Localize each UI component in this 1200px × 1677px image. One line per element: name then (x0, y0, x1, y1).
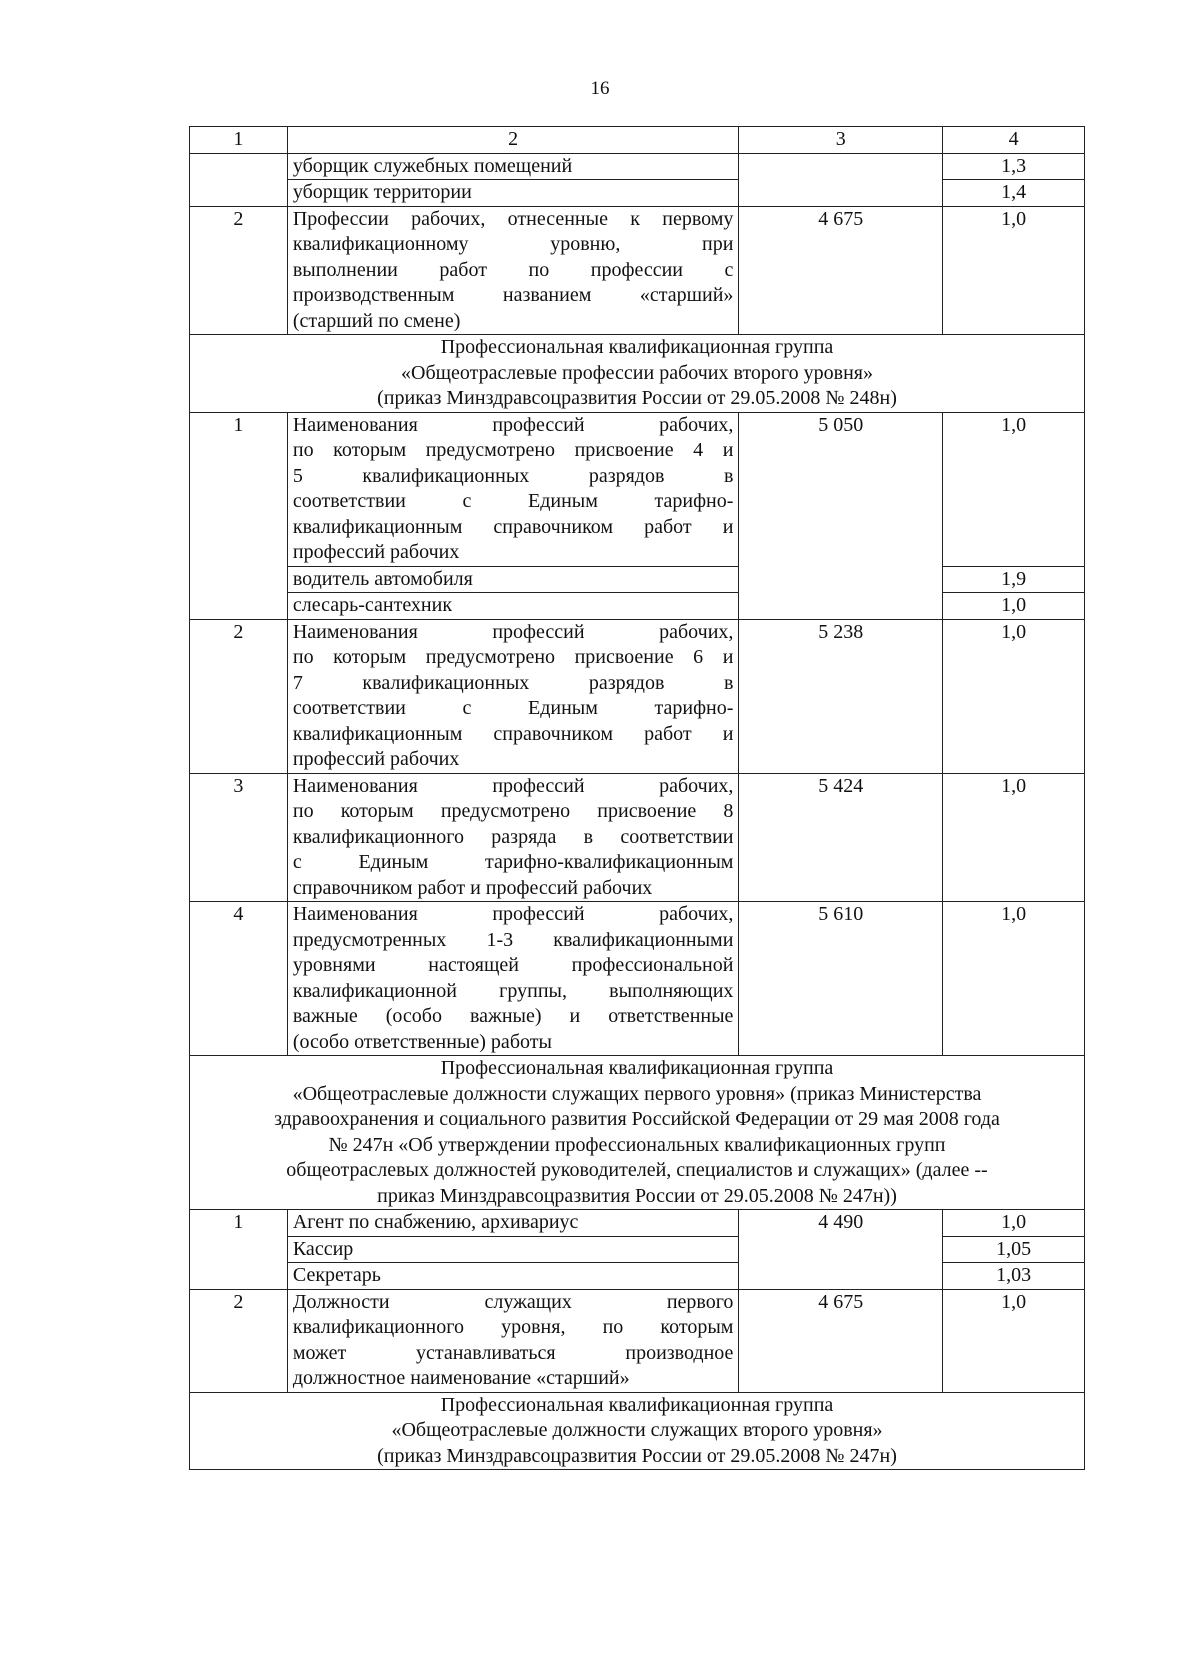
row-number-cell (190, 153, 288, 206)
group-header-row (190, 335, 1085, 413)
base-salary: 4 675 (739, 206, 943, 335)
description-line: по которым предусмотрено присвоение 6 и (292, 646, 734, 668)
group-header-line: «Общеотраслевые должности служащих второго уровня» (391, 1419, 883, 1441)
group-header-line: Профессиональная квалификационная группа (440, 1393, 834, 1416)
table-row (190, 619, 1085, 773)
qualification-description (287, 1289, 739, 1392)
position-name: уборщик служебных помещений (287, 153, 739, 180)
description-line: важные (особо важные) и ответственные (292, 1005, 734, 1027)
description-line: должностное наименование «старший» (292, 1367, 630, 1389)
qualification-group-header (190, 1392, 1085, 1470)
group-header-row (190, 1392, 1085, 1470)
description-line: (особо ответственные) работы (292, 1030, 552, 1053)
description-line: профессий рабочих (292, 541, 460, 563)
base-salary: 5 050 (739, 412, 943, 619)
description-line: соответствии с Единым тарифно- (292, 697, 734, 719)
base-salary: 4 490 (739, 1210, 943, 1290)
description-line: Наименования профессий рабочих, (292, 620, 734, 643)
table-row (190, 180, 1085, 207)
description-line: соответствии с Единым тарифно- (292, 490, 734, 512)
table-row (190, 902, 1085, 1056)
coefficient: 1,3 (943, 153, 1085, 180)
group-header-line: приказ Минздравсоцразвития России от 29.05.2008 № 247н)) (377, 1184, 897, 1207)
table-row (190, 593, 1085, 620)
description-line: Наименования профессий рабочих, (292, 413, 734, 436)
qualification-description (287, 206, 739, 335)
description-line: с Единым тарифно-квалификационным (292, 851, 734, 873)
row-number: 2 (190, 206, 288, 335)
qualification-description (287, 619, 739, 773)
description-line: Наименования профессий рабочих, (292, 774, 734, 797)
description-line: квалификационного разряда в соответствии (292, 825, 734, 848)
position-name: слесарь-сантехник (287, 593, 739, 620)
coefficient: 1,0 (943, 412, 1085, 566)
description-line: профессий рабочих (292, 748, 460, 770)
group-header-line: здравоохранения и социального развития Российской Федерации от 29 мая 2008 года (274, 1108, 1000, 1130)
column-header: 3 (739, 127, 943, 154)
qualification-description (287, 902, 739, 1056)
description-line: может устанавливаться производное (292, 1341, 734, 1364)
position-name: Кассир (287, 1236, 739, 1263)
coefficient: 1,05 (943, 1236, 1085, 1263)
coefficient: 1,0 (943, 593, 1085, 620)
description-line: уровнями настоящей профессиональной (292, 954, 734, 976)
base-salary: 5 610 (739, 902, 943, 1056)
table-row (190, 412, 1085, 566)
group-header-row (190, 1056, 1085, 1210)
coefficient: 1,0 (943, 773, 1085, 902)
table-row (190, 566, 1085, 593)
coefficient: 1,0 (943, 619, 1085, 773)
row-number: 2 (190, 619, 288, 773)
group-header-line: № 247н «Об утверждении профессиональных квалификационных групп (328, 1133, 946, 1156)
description-line: квалификационной группы, выполняющих (292, 979, 734, 1002)
description-line: (старший по смене) (292, 309, 461, 332)
description-line: квалификационным справочником работ и (292, 722, 734, 745)
page-number: 16 (590, 78, 610, 99)
description-line: квалификационному уровню, при (292, 233, 734, 255)
description-line: по которым предусмотрено присвоение 4 и (292, 439, 734, 461)
description-line: 5 квалификационных разрядов в (292, 464, 734, 487)
base-salary: 5 238 (739, 619, 943, 773)
row-number: 1 (190, 412, 288, 619)
coefficient: 1,0 (943, 206, 1085, 335)
qualification-group-header (190, 335, 1085, 413)
row-number: 2 (190, 1289, 288, 1392)
coefficient: 1,03 (943, 1263, 1085, 1290)
description-line: Должности служащих первого (292, 1290, 734, 1313)
qualification-description (287, 773, 739, 902)
description-line: справочником работ и профессий рабочих (292, 876, 653, 899)
salary-table (189, 126, 1085, 1470)
row-number: 1 (190, 1210, 288, 1290)
base-salary: 4 675 (739, 1289, 943, 1392)
qualification-description (287, 412, 739, 566)
salary-cell (739, 153, 943, 206)
position-name: водитель автомобиля (287, 566, 739, 593)
group-header-line: «Общеотраслевые должности служащих первого уровня» (приказ Министерства (292, 1082, 982, 1105)
position-name: Секретарь (287, 1263, 739, 1290)
coefficient: 1,0 (943, 902, 1085, 1056)
position-name: уборщик территории (287, 180, 739, 207)
qualification-group-header (190, 1056, 1085, 1210)
table-row (190, 773, 1085, 902)
group-header-line: «Общеотраслевые профессии рабочих второго уровня» (401, 361, 873, 384)
table-row (190, 1210, 1085, 1237)
coefficient: 1,0 (943, 1210, 1085, 1237)
group-header-line: общеотраслевых должностей руководителей, специалистов и служащих» (далее -- (286, 1159, 988, 1181)
group-header-line: Профессиональная квалификационная группа (440, 336, 834, 358)
description-line: Наименования профессий рабочих, (292, 903, 734, 925)
coefficient: 1,4 (943, 180, 1085, 207)
group-header-line: Профессиональная квалификационная группа (440, 1057, 834, 1079)
table-row (190, 206, 1085, 335)
base-salary: 5 424 (739, 773, 943, 902)
column-header: 4 (943, 127, 1085, 154)
description-line: Профессии рабочих, отнесенные к первому (292, 207, 734, 230)
description-line: производственным названием «старший» (292, 284, 734, 306)
table-row (190, 1263, 1085, 1290)
coefficient: 1,9 (943, 566, 1085, 593)
column-header: 1 (190, 127, 288, 154)
table-row (190, 1236, 1085, 1263)
coefficient: 1,0 (943, 1289, 1085, 1392)
table-row (190, 153, 1085, 180)
description-line: предусмотренных 1-3 квалификационными (292, 928, 734, 951)
description-line: выполнении работ по профессии с (292, 258, 734, 281)
table-row (190, 1289, 1085, 1392)
group-header-line: (приказ Минздравсоцразвития России от 29.05.2008 № 247н) (377, 1444, 897, 1467)
column-header-row (190, 127, 1085, 154)
description-line: квалификационным справочником работ и (292, 515, 734, 538)
row-number: 4 (190, 902, 288, 1056)
column-header: 2 (287, 127, 739, 154)
row-number: 3 (190, 773, 288, 902)
group-header-line: (приказ Минздравсоцразвития России от 29.05.2008 № 248н) (377, 387, 897, 409)
description-line: по которым предусмотрено присвоение 8 (292, 800, 734, 822)
description-line: 7 квалификационных разрядов в (292, 671, 734, 694)
description-line: квалификационного уровня, по которым (292, 1316, 734, 1338)
position-name: Агент по снабжению, архивариус (287, 1210, 739, 1237)
